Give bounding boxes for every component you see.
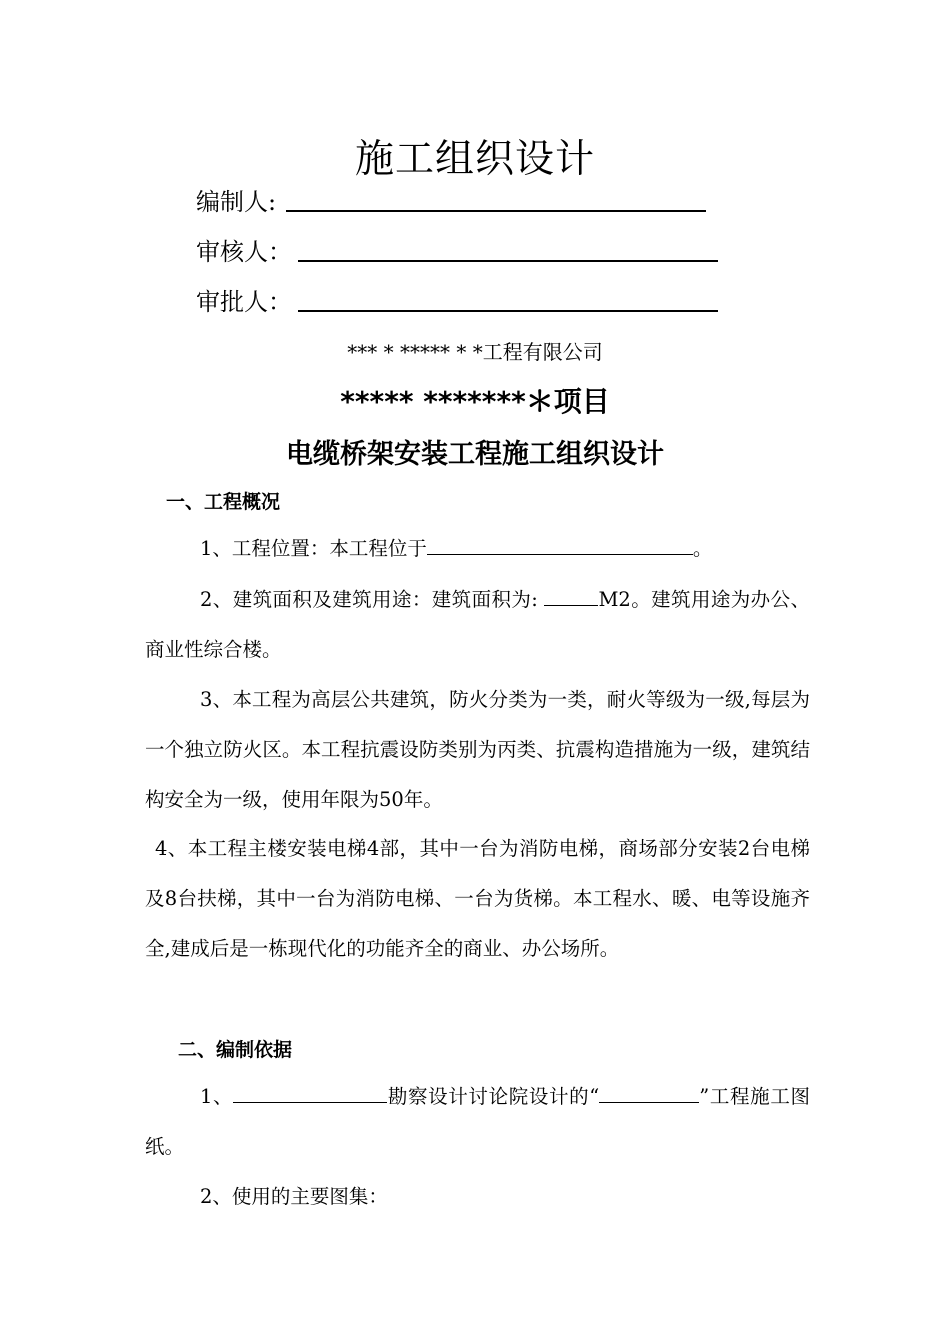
document-title: 施工组织设计 xyxy=(354,137,595,182)
compiler-label: 编制人: xyxy=(196,188,277,216)
compiler-signature-line xyxy=(286,210,706,212)
approver-row xyxy=(196,286,292,318)
document-subtitle: 电缆桥架安装工程施工组织设计 xyxy=(286,439,664,470)
area-blank xyxy=(544,583,598,606)
reviewer-row xyxy=(196,236,292,268)
paragraph-fire-class: 3、本工程为高层公共建筑，防火分类为一类，耐火等级为一级,每层为一个独立防火区。本工程抗震设防类别为丙类、抗震构造措施为一级，建筑结构安全为一级，使用年限为50年。 xyxy=(145,688,810,811)
compiler-row xyxy=(196,186,276,218)
institute-blank xyxy=(233,1080,387,1103)
project-blank xyxy=(599,1080,699,1103)
paragraph-elevators: 4、本工程主楼安装电梯4部，其中一台为消防电梯，商场部分安装2台电梯及8台扶梯，其中一台为消防电梯、一台为货梯。本工程水、暖、电等设施齐全,建成后是一栋现代化的功能齐全的商业、办公场所。 xyxy=(145,837,810,960)
company-name: *** * ***** * *工程有限公司 xyxy=(347,340,603,364)
paragraph-drawings: 1、 勘察设计讨论院设计的“ ”工程施工图纸。 xyxy=(145,1072,810,1172)
reviewer-label: 审核人： xyxy=(196,238,292,266)
location-blank xyxy=(427,532,693,555)
section-heading-basis: 二、编制依据 xyxy=(178,1039,293,1061)
approver-label: 审批人： xyxy=(196,288,292,316)
section-heading-overview: 一、工程概况 xyxy=(166,491,281,513)
project-name: ***** *******＊项目 xyxy=(340,385,610,418)
paragraph-location: 1、工程位置：本工程位于 。 xyxy=(145,524,810,574)
paragraph-area: 2、建筑面积及建筑用途：建筑面积为: M2。建筑用途为办公、商业性综合楼。 xyxy=(145,575,810,675)
reviewer-signature-line xyxy=(298,260,718,262)
paragraph-atlas: 2、使用的主要图集： xyxy=(200,1185,388,1208)
approver-signature-line xyxy=(298,310,718,312)
